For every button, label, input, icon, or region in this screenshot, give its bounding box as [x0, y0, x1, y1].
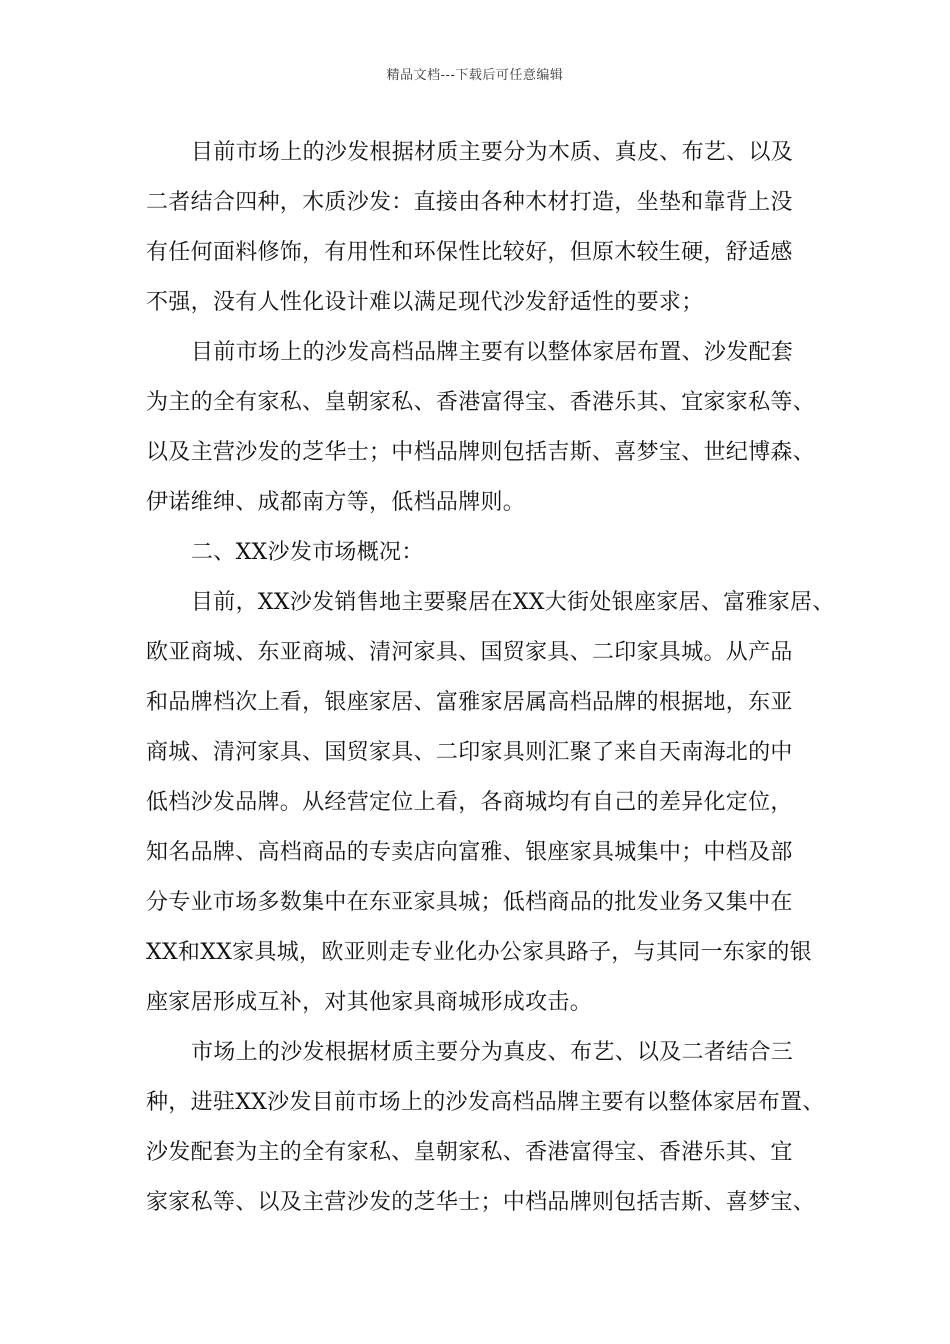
paragraph: [146, 578, 835, 1028]
text-line: 知名品牌、高档商品的专卖店向富雅、银座家具城集中；中档及部: [146, 840, 793, 865]
text-line: 为主的全有家私、皇朝家私、香港富得宝、香港乐其、宜家家私等、: [146, 390, 816, 415]
text-line: 低档沙发品牌。从经营定位上看，各商城均有自己的差异化定位，: [146, 790, 793, 815]
heading-line: 二、XX沙发市场概况：: [191, 540, 424, 565]
text-line: 目前市场上的沙发高档品牌主要有以整体家居布置、沙发配套: [191, 340, 794, 365]
section-heading: [146, 528, 826, 578]
text-line: 市场上的沙发根据材质主要分为真皮、布艺、以及二者结合三: [191, 1040, 794, 1065]
text-line: 家家私等、以及主营沙发的芝华士；中档品牌则包括吉斯、喜梦宝、: [146, 1190, 816, 1215]
page-header: 精品文档---下载后可任意编辑: [386, 68, 564, 83]
text-line: 沙发配套为主的全有家私、皇朝家私、香港富得宝、香港乐其、宜: [146, 1140, 793, 1165]
text-line: 种，进驻XX沙发目前市场上的沙发高档品牌主要有以整体家居布置、: [146, 1090, 825, 1115]
text-line: 二者结合四种，木质沙发：直接由各种木材打造，坐垫和靠背上没: [146, 190, 793, 215]
text-line: 以及主营沙发的芝华士；中档品牌则包括吉斯、喜梦宝、世纪博森、: [146, 440, 816, 465]
text-line: 和品牌档次上看，银座家居、富雅家居属高档品牌的根据地，东亚: [146, 690, 793, 715]
text-line: 欧亚商城、东亚商城、清河家具、国贸家具、二印家具城。从产品: [146, 640, 793, 665]
paragraph: [146, 128, 826, 328]
text-line: 目前，XX沙发销售地主要聚居在XX大街处银座家居、富雅家居、: [191, 590, 835, 615]
paragraph: [146, 1028, 826, 1228]
text-line: 商城、清河家具、国贸家具、二印家具则汇聚了来自天南海北的中: [146, 740, 793, 765]
text-line: 伊诺维绅、成都南方等，低档品牌则。: [146, 490, 526, 515]
text-line: 有任何面料修饰，有用性和环保性比较好，但原木较生硬，舒适感: [146, 240, 793, 265]
text-line: 目前市场上的沙发根据材质主要分为木质、真皮、布艺、以及: [191, 140, 794, 165]
text-line: XX和XX家具城，欧亚则走专业化办公家具路子，与其同一东家的银: [146, 940, 812, 965]
paragraph: [146, 328, 826, 528]
text-line: 不强，没有人性化设计难以满足现代沙发舒适性的要求；: [146, 290, 704, 315]
text-line: 座家居形成互补，对其他家具商城形成攻击。: [146, 990, 593, 1015]
text-line: 分专业市场多数集中在东亚家具城；低档商品的批发业务又集中在: [146, 890, 793, 915]
document-body: [146, 128, 835, 1228]
